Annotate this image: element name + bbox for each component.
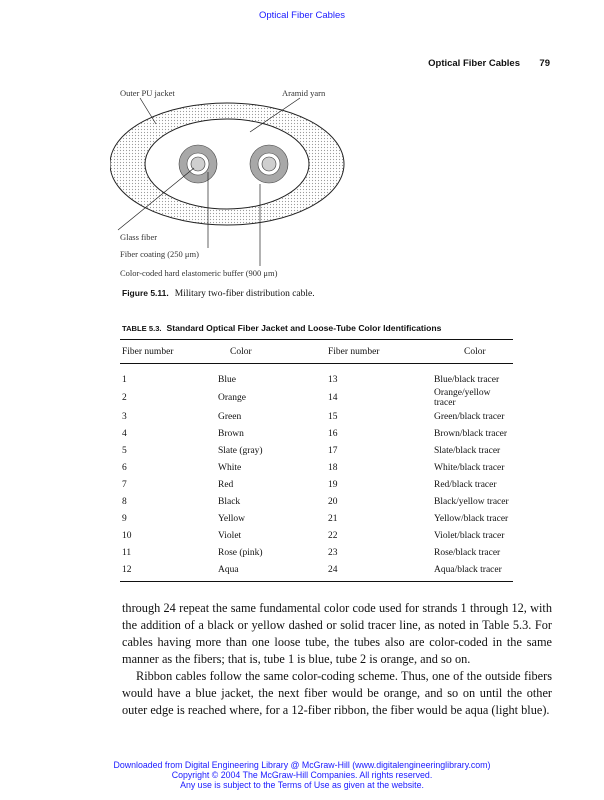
cell-color: Brown (218, 428, 244, 439)
cell-color-2: Green/black tracer (434, 411, 505, 422)
cell-color: White (218, 462, 242, 473)
cell-fiber-number: 9 (122, 513, 127, 524)
table-row (120, 510, 513, 527)
cell-color-2: White/black tracer (434, 462, 505, 473)
color-identification-table (120, 339, 513, 582)
table-row (120, 364, 513, 389)
cell-fiber-number: 11 (122, 547, 132, 558)
table-row (120, 388, 513, 408)
cell-color: Orange (218, 393, 246, 403)
header-fiber-number-1: Fiber number (120, 340, 218, 364)
body-paragraph-1: through 24 repeat the same fundamental color code used for strands 1 through 12, with the addition of a black or yellow dashed or solid tracer line, as noted in Table 5.3. For cables having more than one loose tube, the tubes also are color-coded in the same manner as the fibers; that is, tube 1 is blue, tube 2 is orange, and so on. (122, 601, 552, 666)
footer-download-link[interactable]: Downloaded from Digital Engineering Library @ McGraw-Hill (www.digitalengineeringlibrary.com) (113, 760, 491, 770)
table-row (120, 459, 513, 476)
table-row (120, 425, 513, 442)
site-header: Optical Fiber Cables (258, 10, 346, 21)
table-title (122, 323, 441, 333)
cell-fiber-number: 2 (122, 393, 127, 403)
cell-color-2: Brown/black tracer (434, 428, 508, 439)
cell-color: Rose (pink) (218, 547, 263, 558)
cell-fiber-number: 7 (122, 479, 127, 490)
cell-color-2: Blue/black tracer (434, 374, 500, 385)
table-row (120, 442, 513, 459)
table-number: TABLE 5.3. (122, 324, 162, 333)
table-row (120, 561, 513, 582)
label-glass-fiber: Glass fiber (120, 232, 158, 242)
label-aramid-yarn: Aramid yarn (282, 88, 326, 98)
cell-color: Violet (218, 530, 242, 541)
cell-fiber-number-2: 16 (328, 428, 338, 439)
cell-color: Aqua (218, 561, 328, 582)
cell-color-2: Orange/yellow tracer (434, 388, 491, 408)
table-row (120, 408, 513, 425)
cell-color: Blue (218, 374, 236, 385)
cell-fiber-number-2: 19 (328, 479, 338, 490)
cell-fiber-number: 12 (120, 561, 218, 582)
cell-fiber-number-2: 15 (328, 411, 338, 422)
cable-cross-section-figure (110, 80, 360, 280)
body-text (122, 600, 552, 719)
cell-color-2: Aqua/black tracer (434, 561, 513, 582)
footer-terms-link[interactable]: Any use is subject to the Terms of Use as given at the website. (180, 780, 424, 790)
cell-fiber-number: 1 (122, 374, 127, 385)
cell-color: Red (218, 479, 234, 490)
cell-color-2: Violet/black tracer (434, 530, 505, 541)
cell-color: Black (218, 496, 241, 507)
cell-color: Green (218, 411, 242, 422)
cell-fiber-number-2: 22 (328, 530, 338, 541)
cell-fiber-number-2: 24 (328, 561, 434, 582)
cell-color-2: Yellow/black tracer (434, 513, 509, 524)
cell-fiber-number: 10 (122, 530, 132, 541)
figure-caption (122, 288, 315, 299)
page-number: 79 (539, 58, 550, 69)
cell-fiber-number-2: 21 (328, 513, 338, 524)
cell-color-2: Rose/black tracer (434, 547, 501, 558)
cell-fiber-number: 6 (122, 462, 127, 473)
cell-fiber-number-2: 23 (328, 547, 338, 558)
cell-fiber-number-2: 17 (328, 445, 338, 456)
cell-color: Slate (gray) (218, 445, 263, 456)
running-head-title: Optical Fiber Cables (428, 58, 520, 69)
table-row (120, 527, 513, 544)
footer-copyright: Copyright © 2004 The McGraw-Hill Companies. All rights reserved. (171, 770, 433, 780)
body-paragraph-2: Ribbon cables follow the same color-coding scheme. Thus, one of the outside fibers would have a blue jacket, the next fiber would be orange, and so on until the other outer edge is reached where, for a 12-fiber ribbon, the fiber would be aqua (light blue). (122, 669, 552, 717)
cell-fiber-number: 5 (122, 445, 127, 456)
table-title-text: Standard Optical Fiber Jacket and Loose-Tube Color Identifications (166, 323, 442, 333)
label-outer-jacket: Outer PU jacket (120, 88, 175, 98)
cell-fiber-number: 8 (122, 496, 127, 507)
cell-fiber-number: 3 (122, 411, 127, 422)
cell-color-2: Red/black tracer (434, 479, 497, 490)
table-row (120, 476, 513, 493)
figure-caption-text: Military two-fiber distribution cable. (174, 289, 315, 299)
cell-fiber-number-2: 14 (328, 393, 338, 403)
header-color-2: Color (434, 340, 513, 364)
cell-fiber-number-2: 18 (328, 462, 338, 473)
cell-color: Yellow (218, 513, 246, 524)
label-buffer: Color-coded hard elastomeric buffer (900 μm) (120, 268, 278, 278)
cell-color-2: Slate/black tracer (434, 445, 501, 456)
table-body (120, 364, 513, 582)
header-fiber-number-2: Fiber number (328, 340, 434, 364)
table-header-row (120, 340, 513, 364)
label-fiber-coating: Fiber coating (250 μm) (120, 249, 199, 259)
cell-fiber-number-2: 13 (328, 374, 338, 385)
table-row (120, 493, 513, 510)
footer (0, 760, 604, 790)
cell-fiber-number-2: 20 (328, 496, 338, 507)
glass-right-shape (262, 157, 276, 171)
figure-number: Figure 5.11. (122, 288, 169, 298)
cell-fiber-number: 4 (122, 428, 127, 439)
header-color-1: Color (218, 340, 328, 364)
table-row (120, 544, 513, 561)
cell-color-2: Black/yellow tracer (434, 496, 509, 507)
